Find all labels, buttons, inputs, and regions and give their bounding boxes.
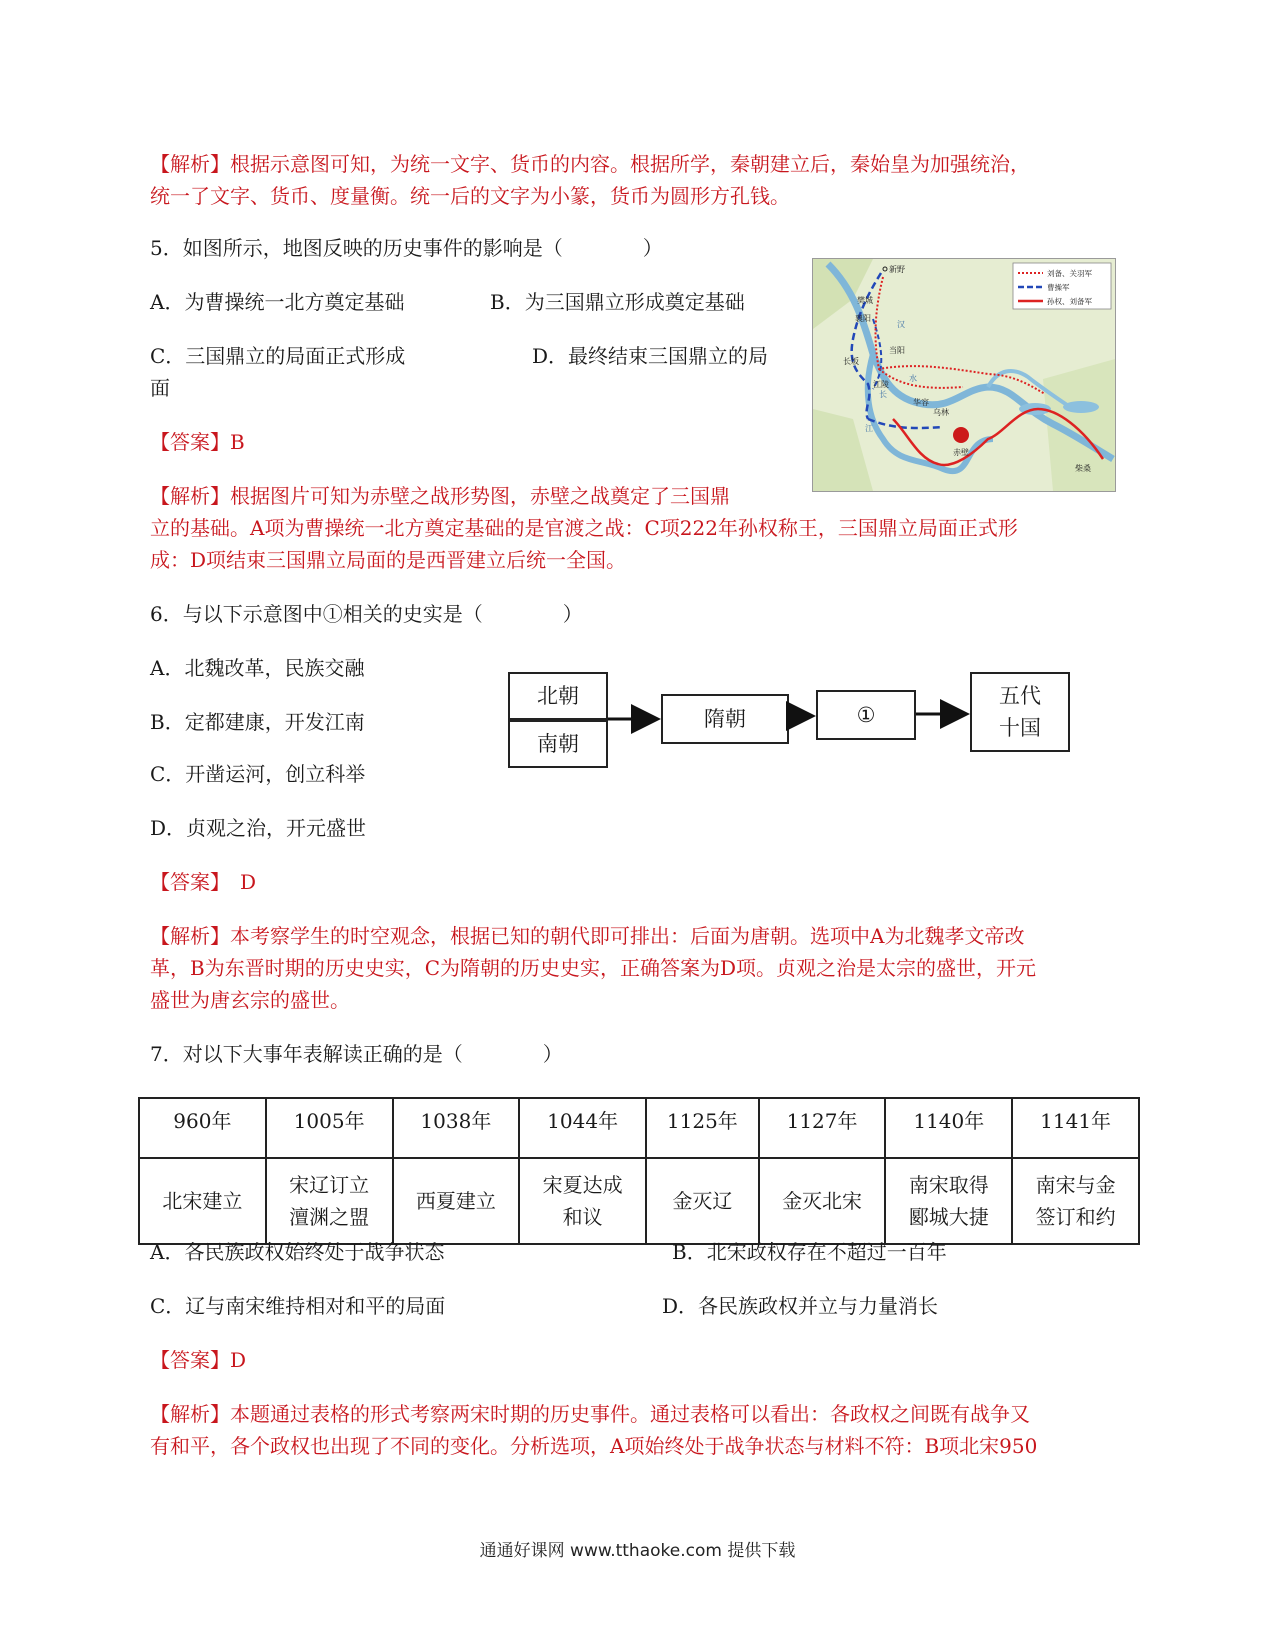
q5-option-c: C．三国鼎立的局面正式形成 bbox=[150, 344, 406, 368]
event-cell bbox=[885, 1158, 1012, 1244]
q7-stem: 7．对以下大事年表解读正确的是（ ） bbox=[150, 1042, 563, 1066]
year-cell: 1141年 bbox=[1012, 1098, 1139, 1158]
events-timeline-table bbox=[138, 1097, 1140, 1245]
diagram-north-dynasty: 北朝 bbox=[508, 672, 608, 720]
event-cell bbox=[139, 1158, 266, 1244]
event-text: 宋夏达成 bbox=[542, 1173, 623, 1197]
q5-option-d-cont: 面 bbox=[150, 376, 170, 400]
q6-analysis-line1: 【解析】本考察学生的时空观念，根据已知的朝代即可排出：后面为唐朝。选项中A为北魏孝文帝改 bbox=[150, 924, 1025, 948]
diagram-south-dynasty: 南朝 bbox=[508, 720, 608, 768]
event-cell bbox=[519, 1158, 646, 1244]
diagram-unknown-dynasty: ① bbox=[816, 690, 916, 740]
map-legend-caocao: 曹操军 bbox=[1047, 283, 1070, 292]
event-text: 南宋取得 bbox=[908, 1173, 989, 1197]
q7-option-c: C．辽与南宋维持相对和平的局面 bbox=[150, 1294, 446, 1318]
map-label-xinye: 新野 bbox=[889, 265, 905, 274]
event-cell bbox=[759, 1158, 886, 1244]
event-cell bbox=[393, 1158, 520, 1244]
event-text: 金灭辽 bbox=[672, 1189, 733, 1213]
year-cell: 1038年 bbox=[393, 1098, 520, 1158]
q6-option-b: B．定都建康，开发江南 bbox=[150, 710, 365, 734]
q5-option-d: D．最终结束三国鼎立的局 bbox=[532, 344, 769, 368]
q5-analysis-line3: 成：D项结束三国鼎立局面的是西晋建立后统一全国。 bbox=[150, 548, 627, 572]
event-text: 郾城大捷 bbox=[908, 1205, 989, 1229]
q7-analysis-line1: 【解析】本题通过表格的形式考察两宋时期的历史事件。通过表格可以看出：各政权之间既有战争又 bbox=[150, 1402, 1030, 1426]
year-cell: 1044年 bbox=[519, 1098, 646, 1158]
q6-analysis-line2: 革，B为东晋时期的历史史实，C为隋朝的历史史实，正确答案为D项。贞观之治是太宗的盛世，开元 bbox=[150, 956, 1037, 980]
diagram-five-dynasties-line1: 五代 bbox=[999, 684, 1041, 708]
year-cell: 1125年 bbox=[646, 1098, 759, 1158]
chibi-battle-map bbox=[812, 258, 1116, 492]
event-cell bbox=[646, 1158, 759, 1244]
year-cell: 960年 bbox=[139, 1098, 266, 1158]
map-label-han: 汉 bbox=[897, 320, 905, 329]
map-legend-sunquan: 孙权、刘备军 bbox=[1047, 297, 1092, 306]
event-text: 北宋建立 bbox=[162, 1189, 243, 1213]
q6-option-d: D．贞观之治，开元盛世 bbox=[150, 816, 367, 840]
map-label-jiangling: 江陵 bbox=[873, 380, 889, 389]
map-label-jiang: 江 bbox=[865, 424, 873, 433]
q4-analysis-line1: 【解析】根据示意图可知，为统一文字、货币的内容。根据所学，秦朝建立后，秦始皇为加强统治， bbox=[150, 152, 1030, 176]
year-cell: 1140年 bbox=[885, 1098, 1012, 1158]
q5-answer: 【答案】B bbox=[150, 430, 245, 454]
q6-option-a: A．北魏改革，民族交融 bbox=[150, 656, 365, 680]
q6-analysis-line3: 盛世为唐玄宗的盛世。 bbox=[150, 988, 350, 1012]
year-cell: 1005年 bbox=[266, 1098, 393, 1158]
q7-analysis-line2: 有和平，各个政权也出现了不同的变化。分析选项，A项始终处于战争状态与材料不符：B项北宋950 bbox=[150, 1434, 1038, 1458]
q5-analysis-line2: 立的基础。A项为曹操统一北方奠定基础的是官渡之战：C项222年孙权称王，三国鼎立局面正式形 bbox=[150, 516, 1018, 540]
q5-analysis-line1: 【解析】根据图片可知为赤壁之战形势图，赤壁之战奠定了三国鼎 bbox=[150, 484, 730, 508]
year-cell: 1127年 bbox=[759, 1098, 886, 1158]
q4-analysis-line2: 统一了文字、货币、度量衡。统一后的文字为小篆，货币为圆形方孔钱。 bbox=[150, 184, 790, 208]
event-text: 签订和约 bbox=[1035, 1205, 1116, 1229]
q6-option-c: C．开凿运河，创立科举 bbox=[150, 762, 366, 786]
event-text: 宋辽订立 bbox=[289, 1173, 370, 1197]
map-label-fancheng: 樊城 bbox=[857, 296, 873, 305]
map-label-dangyang: 当阳 bbox=[889, 346, 905, 355]
map-label-changban: 长坂 bbox=[843, 357, 859, 366]
event-text: 澶渊之盟 bbox=[289, 1205, 370, 1229]
q7-answer: 【答案】D bbox=[150, 1348, 247, 1372]
map-label-chibi: 赤壁 bbox=[953, 448, 969, 457]
diagram-five-dynasties-line2: 十国 bbox=[999, 716, 1041, 740]
diagram-sui-dynasty: 隋朝 bbox=[661, 694, 789, 744]
q7-option-d: D．各民族政权并立与力量消长 bbox=[662, 1294, 939, 1318]
event-text: 金灭北宋 bbox=[782, 1189, 863, 1213]
event-text: 西夏建立 bbox=[415, 1189, 496, 1213]
map-label-chaisang: 柴桑 bbox=[1075, 464, 1091, 473]
map-label-xiangyang: 襄阳 bbox=[855, 314, 871, 323]
event-text: 和议 bbox=[562, 1205, 603, 1229]
map-label-huarong: 华容 bbox=[913, 398, 929, 407]
page-footer: 通通好课网 www.tthaoke.com 提供下载 bbox=[479, 1541, 796, 1561]
diagram-five-dynasties bbox=[970, 672, 1070, 752]
q6-answer: 【答案】 D bbox=[150, 870, 257, 894]
q5-option-a: A．为曹操统一北方奠定基础 bbox=[150, 290, 405, 314]
table-row-events bbox=[139, 1158, 1139, 1244]
map-label-wulin: 乌林 bbox=[933, 408, 949, 417]
q6-stem: 6．与以下示意图中①相关的史实是（ ） bbox=[150, 602, 583, 626]
map-label-shui: 水 bbox=[909, 374, 917, 383]
q7-option-a: A．各民族政权始终处于战争状态 bbox=[150, 1240, 445, 1264]
map-label-chang: 长 bbox=[879, 390, 887, 399]
event-cell bbox=[266, 1158, 393, 1244]
q5-option-b: B．为三国鼎立形成奠定基础 bbox=[490, 290, 745, 314]
event-text: 南宋与金 bbox=[1035, 1173, 1116, 1197]
table-row-years bbox=[139, 1098, 1139, 1158]
q5-stem: 5．如图所示，地图反映的历史事件的影响是（ ） bbox=[150, 236, 663, 260]
event-cell bbox=[1012, 1158, 1139, 1244]
map-legend-liubei: 刘备、关羽军 bbox=[1047, 269, 1092, 278]
q7-option-b: B．北宋政权存在不超过一百年 bbox=[672, 1240, 947, 1264]
